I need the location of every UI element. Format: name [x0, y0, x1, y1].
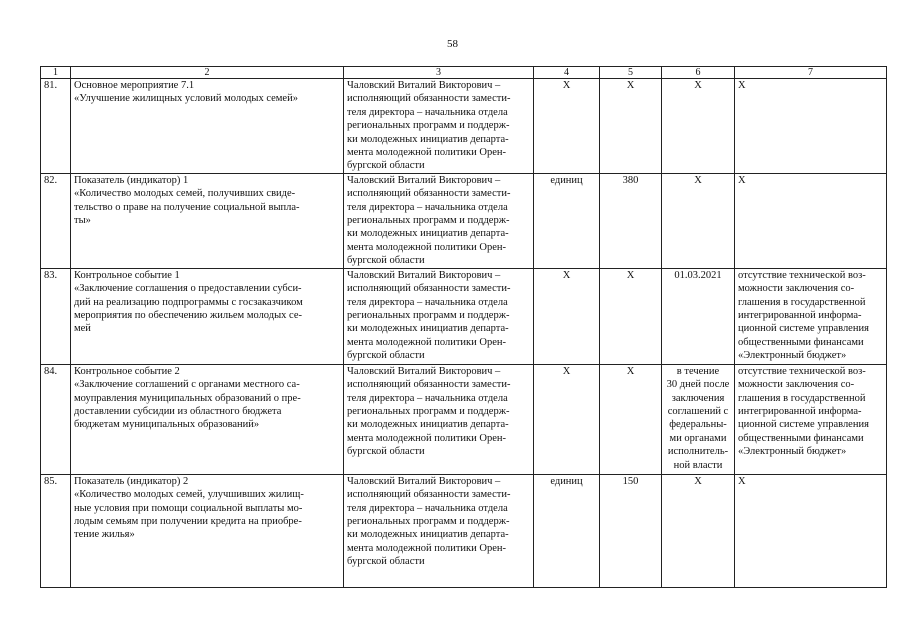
responsible-person-line: исполняющий обязанности замести-	[347, 379, 511, 391]
table-row	[41, 79, 887, 174]
event-name-line: моуправления муниципальных образований о пре-	[74, 392, 301, 404]
date-cell-line: исполнитель-	[667, 446, 729, 458]
responsible-person-line: Чаловский Виталий Викторович –	[347, 475, 501, 487]
event-name-line: ные условия при помощи социальной выплаты мо-	[74, 502, 303, 514]
event-name	[71, 474, 344, 587]
responsible-person-line: Чаловский Виталий Викторович –	[347, 80, 501, 91]
column-header: 5	[600, 67, 662, 79]
note-cell-line: «Электронный бюджет»	[738, 446, 847, 458]
responsible-person-line: региональных программ и поддерж-	[347, 120, 510, 132]
column-header: 1	[41, 67, 71, 79]
date-cell-line: 01.03.2021	[674, 269, 722, 281]
responsible-person-line: мента молодежной политики Орен-	[347, 147, 506, 159]
note-cell-line: общественными финансами	[738, 336, 864, 348]
header-row	[41, 67, 887, 79]
date-cell	[662, 79, 735, 174]
responsible-person-line: ки молодежных инициатив департа-	[347, 323, 509, 335]
note-cell	[735, 364, 887, 474]
unit-cell: X	[534, 79, 600, 174]
date-cell	[662, 173, 735, 268]
row-number: 83.	[41, 268, 71, 364]
row-number: 85.	[41, 474, 71, 587]
responsible-person	[344, 79, 534, 174]
responsible-person-line: ки молодежных инициатив департа-	[347, 529, 509, 541]
table-row	[41, 268, 887, 364]
event-name-line: «Заключение соглашения о предоставлении субси-	[74, 283, 302, 295]
date-cell-line: соглашений с	[667, 406, 729, 418]
value-cell: X	[600, 268, 662, 364]
note-cell	[735, 474, 887, 587]
table-row	[41, 474, 887, 587]
responsible-person-line: ки молодежных инициатив департа-	[347, 228, 509, 240]
date-cell-line: X	[694, 174, 702, 186]
row-number: 84.	[41, 364, 71, 474]
date-cell	[662, 268, 735, 364]
note-cell-line: X	[738, 475, 746, 487]
date-cell-line: заключения	[671, 392, 725, 404]
responsible-person-line: Чаловский Виталий Викторович –	[347, 269, 501, 281]
note-cell-line: X	[738, 80, 746, 91]
event-name	[71, 173, 344, 268]
event-name-line: Основное мероприятие 7.1	[74, 80, 195, 91]
date-cell-line: федеральны-	[669, 419, 727, 431]
column-header: 2	[71, 67, 344, 79]
responsible-person-line: теля директора – начальника отдела	[347, 296, 508, 308]
note-cell-line: можности заключения со-	[738, 379, 855, 391]
responsible-person-line: бургской области	[347, 446, 425, 458]
note-cell-line: отсутствие технической воз-	[738, 365, 866, 377]
event-name-line: доставлении субсидии из областного бюджета	[74, 406, 282, 418]
responsible-person	[344, 364, 534, 474]
event-name-line: «Количество молодых семей, получивших свиде-	[74, 188, 296, 200]
date-cell-line: X	[694, 475, 702, 487]
note-cell	[735, 268, 887, 364]
responsible-person-line: теля директора – начальника отдела	[347, 502, 508, 514]
unit-cell: X	[534, 364, 600, 474]
responsible-person-line: бургской области	[347, 160, 425, 172]
event-name-line: Контрольное событие 1	[74, 269, 180, 281]
responsible-person-line: ки молодежных инициатив департа-	[347, 133, 509, 145]
responsible-person-line: бургской области	[347, 255, 425, 267]
value-cell: 150	[600, 474, 662, 587]
responsible-person-line: региональных программ и поддерж-	[347, 215, 510, 227]
note-cell-line: «Электронный бюджет»	[738, 350, 847, 362]
note-cell-line: отсутствие технической воз-	[738, 269, 866, 281]
responsible-person-line: региональных программ и поддерж-	[347, 516, 510, 528]
responsible-person-line: мента молодежной политики Орен-	[347, 542, 506, 554]
note-cell-line: ционной системе управления	[738, 419, 869, 431]
note-cell	[735, 173, 887, 268]
date-cell-line: ми органами	[669, 432, 727, 444]
responsible-person-line: исполняющий обязанности замести-	[347, 188, 511, 200]
column-header: 4	[534, 67, 600, 79]
responsible-person-line: региональных программ и поддерж-	[347, 406, 510, 418]
event-name-line: лодым семьям при получении кредита на приобре-	[74, 516, 302, 528]
responsible-person-line: мента молодежной политики Орен-	[347, 241, 506, 253]
column-header: 7	[735, 67, 887, 79]
event-name	[71, 364, 344, 474]
responsible-person-line: Чаловский Виталий Викторович –	[347, 174, 501, 186]
value-cell: 380	[600, 173, 662, 268]
responsible-person-line: мента молодежной политики Орен-	[347, 336, 506, 348]
event-name-line: «Заключение соглашений с органами местного са-	[74, 379, 300, 391]
responsible-person-line: бургской области	[347, 350, 425, 362]
note-cell-line: глашения в государственной	[738, 296, 866, 308]
event-name-line: тение жилья»	[74, 529, 135, 541]
responsible-person-line: исполняющий обязанности замести-	[347, 93, 511, 105]
event-name-line: Показатель (индикатор) 2	[74, 475, 189, 487]
responsible-person-line: исполняющий обязанности замести-	[347, 283, 511, 295]
column-header: 6	[662, 67, 735, 79]
responsible-person	[344, 173, 534, 268]
responsible-person-line: бургской области	[347, 556, 425, 568]
note-cell-line: интегрированной информа-	[738, 310, 862, 322]
event-name-line: «Количество молодых семей, улучшивших жилищ-	[74, 489, 304, 501]
event-name	[71, 268, 344, 364]
event-name-line: ты»	[74, 215, 91, 227]
unit-cell: единиц	[534, 474, 600, 587]
event-name-line: дий на реализацию подпрограммы с госзаказчиком	[74, 296, 303, 308]
row-number: 81.	[41, 79, 71, 174]
value-cell: X	[600, 79, 662, 174]
responsible-person-line: теля директора – начальника отдела	[347, 106, 508, 118]
report-table	[40, 66, 887, 588]
date-cell	[662, 474, 735, 587]
responsible-person-line: региональных программ и поддерж-	[347, 310, 510, 322]
responsible-person-line: ки молодежных инициатив департа-	[347, 419, 509, 431]
note-cell-line: можности заключения со-	[738, 283, 855, 295]
responsible-person	[344, 474, 534, 587]
row-number: 82.	[41, 173, 71, 268]
event-name-line: бюджетам муниципальных образований»	[74, 419, 260, 431]
note-cell-line: ционной системе управления	[738, 323, 869, 335]
event-name-line: «Улучшение жилищных условий молодых семей»	[74, 93, 298, 105]
date-cell-line: X	[694, 80, 702, 91]
date-cell-line: в течение	[676, 365, 720, 377]
responsible-person-line: мента молодежной политики Орен-	[347, 432, 506, 444]
responsible-person	[344, 268, 534, 364]
table-row	[41, 364, 887, 474]
event-name-line: Контрольное событие 2	[74, 365, 180, 377]
unit-cell: X	[534, 268, 600, 364]
note-cell-line: интегрированной информа-	[738, 406, 862, 418]
event-name-line: тельство о праве на получение социальной выпла-	[74, 201, 300, 213]
responsible-person-line: теля директора – начальника отдела	[347, 392, 508, 404]
date-cell	[662, 364, 735, 474]
event-name-line: мероприятия по обеспечению жильем молодых се-	[74, 310, 302, 322]
date-cell-line: 30 дней после	[666, 379, 730, 391]
date-cell-line: ной власти	[673, 459, 723, 471]
event-name-line: Показатель (индикатор) 1	[74, 174, 189, 186]
responsible-person-line: Чаловский Виталий Викторович –	[347, 365, 501, 377]
column-header: 3	[344, 67, 534, 79]
note-cell-line: общественными финансами	[738, 432, 864, 444]
table-row	[41, 173, 887, 268]
responsible-person-line: теля директора – начальника отдела	[347, 201, 508, 213]
event-name	[71, 79, 344, 174]
note-cell-line: X	[738, 174, 746, 186]
note-cell-line: глашения в государственной	[738, 392, 866, 404]
unit-cell: единиц	[534, 173, 600, 268]
page-number: 58	[447, 38, 458, 50]
note-cell	[735, 79, 887, 174]
event-name-line: мей	[74, 323, 91, 335]
responsible-person-line: исполняющий обязанности замести-	[347, 489, 511, 501]
value-cell: X	[600, 364, 662, 474]
